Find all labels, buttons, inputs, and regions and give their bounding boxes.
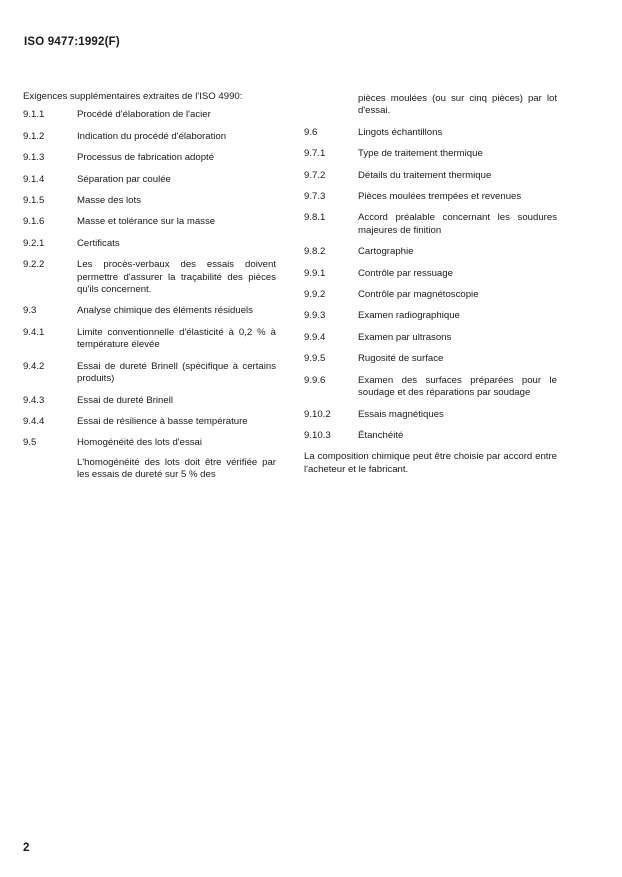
clause-number: 9.7.3 — [304, 191, 326, 203]
page-number: 2 — [23, 842, 30, 854]
clause-number: 9.1.2 — [23, 130, 45, 142]
clause-number: 9.2.2 — [23, 259, 45, 271]
clause-text: Homogénéité des lots d'essai — [77, 437, 203, 449]
clause-text: Contrôle par magnétoscopie — [358, 289, 479, 301]
clause-entry — [304, 332, 557, 344]
clause-entry — [304, 268, 557, 280]
clause-number: 9.2.1 — [23, 237, 45, 249]
clause-entry — [23, 195, 276, 207]
clause-entry — [23, 174, 276, 186]
clause-entry — [23, 216, 276, 228]
clause-entry — [304, 375, 557, 400]
clause-entry — [304, 246, 557, 258]
clause-entry — [304, 430, 557, 442]
clause-text: Examen radiographique — [358, 310, 460, 322]
right-column — [304, 93, 557, 486]
clause-number: 9.1.4 — [23, 173, 45, 185]
clause-number: 9.8.2 — [304, 246, 326, 258]
document-header: ISO 9477:1992(F) — [24, 36, 120, 48]
clause-number: 9.9.1 — [304, 267, 326, 279]
clause-text: Analyse chimique des éléments résiduels — [77, 305, 253, 317]
clause-entry — [304, 127, 557, 139]
left-item-list — [23, 109, 276, 449]
clause-number: 9.1.6 — [23, 216, 45, 228]
clause-entry — [23, 131, 276, 143]
clause-entry — [23, 152, 276, 164]
clause-text: Étanchéité — [358, 429, 404, 441]
clause-number: 9.9.6 — [304, 374, 326, 386]
clause-text: Pièces moulées trempées et revenues — [358, 191, 522, 203]
clause-entry — [304, 212, 557, 237]
clause-text: Les procès-verbaux des essais doivent permettre d'assurer la traçabilité des pièces qu'ils concernent. — [77, 259, 276, 296]
clause-text: Examen des surfaces préparées pour le soudage et des réparations par soudage — [358, 374, 557, 399]
clause-text: Certificats — [77, 237, 120, 249]
clause-entry — [304, 353, 557, 365]
clause-entry — [23, 395, 276, 407]
clause-entry — [304, 409, 557, 421]
clause-number: 9.1.1 — [23, 109, 45, 121]
clause-text: Processus de fabrication adopté — [77, 152, 215, 164]
final-paragraph: La composition chimique peut être choisie par accord entre l'acheteur et le fabricant. — [304, 451, 557, 475]
clause-number: 9.3 — [23, 305, 37, 317]
clause-number: 9.10.3 — [304, 429, 331, 441]
clause-text: Procédé d'élaboration de l'acier — [77, 109, 211, 121]
clause-text: Détails du traitement thermique — [358, 169, 492, 181]
clause-text: Lingots échantillons — [358, 126, 443, 138]
clause-number: 9.10.2 — [304, 408, 331, 420]
clause-text: Masse des lots — [77, 195, 141, 207]
clause-entry — [23, 437, 276, 449]
clause-text: Accord préalable concernant les soudures majeures de finition — [358, 212, 557, 236]
clause-number: 9.4.2 — [23, 360, 45, 372]
clause-number: 9.9.2 — [304, 289, 326, 301]
clause-number: 9.5 — [23, 437, 37, 449]
intro-text: Exigences supplémentaires extraites de l'ISO 4990: — [23, 91, 243, 102]
clause-entry — [304, 148, 557, 160]
clause-text: Essai de résilience à basse température — [77, 415, 248, 427]
clause-text: Essai de dureté Brinell — [77, 394, 173, 406]
clause-entry — [304, 310, 557, 322]
clause-entry — [23, 416, 276, 428]
clause-text: Limite conventionnelle d'élasticité à 0,2 % à température élevée — [77, 326, 276, 351]
clause-text: Cartographie — [358, 246, 414, 258]
clause-text: Séparation par coulée — [77, 173, 171, 185]
clause-entry — [23, 109, 276, 121]
clause-text: Essai de dureté Brinell (spécifique à certains produits) — [77, 360, 276, 385]
clause-text: Rugosité de surface — [358, 353, 444, 365]
left-column — [23, 91, 276, 482]
clause-text: Indication du procédé d'élaboration — [77, 130, 227, 142]
clause-number: 9.8.1 — [304, 212, 326, 224]
clause-text: Essais magnétiques — [358, 408, 444, 420]
clause-number: 9.4.4 — [23, 415, 45, 427]
clause-number: 9.1.5 — [23, 195, 45, 207]
clause-entry — [23, 259, 276, 296]
clause-number: 9.7.1 — [304, 148, 326, 160]
clause-entry — [304, 289, 557, 301]
clause-text: Contrôle par ressuage — [358, 267, 453, 279]
clause-text: Type de traitement thermique — [358, 148, 483, 160]
continuation-text: pièces moulées (ou sur cinq pièces) par lot d'essai. — [358, 93, 557, 117]
clause-number: 9.6 — [304, 126, 318, 138]
clause-text: Examen par ultrasons — [358, 331, 452, 343]
clause-text: Masse et tolérance sur la masse — [77, 216, 216, 228]
clause-number: 9.7.2 — [304, 169, 326, 181]
clause-number: 9.4.3 — [23, 394, 45, 406]
homogeneity-note: L'homogénéité des lots doit être vérifiée par les essais de dureté sur 5 % des — [77, 456, 276, 481]
clause-entry — [23, 305, 276, 317]
clause-entry — [304, 170, 557, 182]
clause-entry — [23, 327, 276, 352]
clause-number: 9.1.3 — [23, 152, 45, 164]
clause-entry — [23, 361, 276, 386]
clause-entry — [23, 238, 276, 250]
clause-number: 9.9.3 — [304, 310, 326, 322]
clause-number: 9.4.1 — [23, 326, 45, 338]
right-item-list — [304, 127, 557, 443]
clause-number: 9.9.5 — [304, 353, 326, 365]
clause-entry — [304, 191, 557, 203]
clause-number: 9.9.4 — [304, 331, 326, 343]
